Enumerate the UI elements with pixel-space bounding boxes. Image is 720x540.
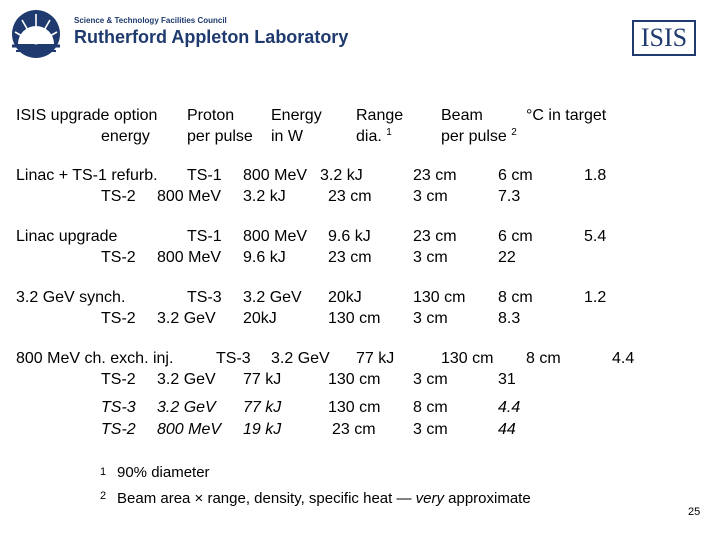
cell: 19 kJ bbox=[243, 421, 282, 438]
header-energy: Energy bbox=[271, 107, 322, 124]
cell: TS-2 bbox=[101, 421, 136, 438]
footnote-2-text: Beam area × range, density, specific heat — very approximate bbox=[117, 490, 531, 507]
row-option: Linac upgrade bbox=[16, 228, 118, 245]
cell: 6 cm bbox=[498, 167, 533, 184]
cell: 130 cm bbox=[328, 399, 381, 416]
stfc-sunburst-icon bbox=[12, 8, 62, 62]
cell: 8 cm bbox=[413, 399, 448, 416]
isis-logo: ISIS bbox=[632, 20, 696, 56]
cell: 22 bbox=[498, 249, 516, 266]
row-option: Linac + TS-1 refurb. bbox=[16, 167, 158, 184]
cell: 23 cm bbox=[328, 249, 372, 266]
header-beam-per-pulse: per pulse $^2$ bbox=[441, 127, 517, 145]
cell: 6 cm bbox=[498, 228, 533, 245]
cell: 3 cm bbox=[413, 310, 448, 327]
cell: 44 bbox=[498, 421, 516, 438]
cell: 31 bbox=[498, 371, 516, 388]
cell: TS-1 bbox=[187, 167, 222, 184]
header-proton: Proton bbox=[187, 107, 235, 124]
cell: 9.6 kJ bbox=[328, 228, 371, 245]
cell: 800 MeV bbox=[243, 167, 308, 184]
header-option: ISIS upgrade option bbox=[16, 107, 158, 124]
cell: TS-1 bbox=[187, 228, 222, 245]
cell: 130 cm bbox=[413, 289, 466, 306]
cell: TS-2 bbox=[101, 310, 136, 327]
cell: 77 kJ bbox=[243, 371, 282, 388]
cell: TS-2 bbox=[101, 249, 136, 266]
cell: 4.4 bbox=[612, 350, 635, 367]
cell: 1.2 bbox=[584, 289, 607, 306]
cell: 23 cm bbox=[328, 188, 372, 205]
page-number: 25 bbox=[688, 506, 701, 518]
cell: 800 MeV bbox=[157, 188, 222, 205]
cell: 3.2 kJ bbox=[243, 188, 286, 205]
cell: 800 MeV bbox=[243, 228, 308, 245]
footnote-2-mark: 2 bbox=[100, 490, 107, 502]
stfc-logo bbox=[12, 6, 349, 66]
cell: 8 cm bbox=[526, 350, 561, 367]
cell: 800 MeV bbox=[157, 421, 222, 438]
cell: 7.3 bbox=[498, 188, 521, 205]
header-dia: dia. $^1$ bbox=[356, 127, 392, 145]
cell: TS-2 bbox=[101, 188, 136, 205]
cell: 130 cm bbox=[328, 310, 381, 327]
cell: 77 kJ bbox=[356, 350, 395, 367]
cell: 20kJ bbox=[328, 289, 362, 306]
cell: 23 cm bbox=[413, 228, 457, 245]
cell: 3.2 GeV bbox=[243, 289, 302, 306]
header-range: Range bbox=[356, 107, 404, 124]
cell: 23 cm bbox=[332, 421, 376, 438]
cell: 130 cm bbox=[441, 350, 494, 367]
cell: TS-3 bbox=[101, 399, 136, 416]
cell: 3 cm bbox=[413, 249, 448, 266]
header-in-w: in W bbox=[271, 128, 303, 145]
header-beam: Beam bbox=[441, 107, 483, 124]
cell: 4.4 bbox=[498, 399, 521, 416]
footnote-1-mark: 1 bbox=[100, 466, 107, 478]
laboratory-name: Rutherford Appleton Laboratory bbox=[74, 27, 349, 47]
cell: 1.8 bbox=[584, 167, 607, 184]
header-per-pulse: per pulse bbox=[187, 128, 253, 145]
cell: 800 MeV bbox=[157, 249, 222, 266]
cell: 130 cm bbox=[328, 371, 381, 388]
cell: 3.2 GeV bbox=[157, 371, 216, 388]
cell: 9.6 kJ bbox=[243, 249, 286, 266]
cell: 77 kJ bbox=[243, 399, 282, 416]
cell: 3.2 GeV bbox=[157, 399, 216, 416]
council-name: Science & Technology Facilities Council bbox=[74, 16, 227, 25]
cell: 3 cm bbox=[413, 421, 448, 438]
header-energy-unit: energy bbox=[101, 128, 150, 145]
cell: 3.2 GeV bbox=[271, 350, 330, 367]
cell: 3.2 kJ bbox=[320, 167, 363, 184]
cell: 8 cm bbox=[498, 289, 533, 306]
cell: 20kJ bbox=[243, 310, 277, 327]
header-temp: °C in target bbox=[526, 107, 607, 124]
cell: 5.4 bbox=[584, 228, 607, 245]
cell: TS-2 bbox=[101, 371, 136, 388]
row-option: 800 MeV ch. exch. inj. bbox=[16, 350, 174, 367]
cell: TS-3 bbox=[187, 289, 222, 306]
row-option: 3.2 GeV synch. bbox=[16, 289, 126, 306]
footnote-1-text: 90% diameter bbox=[117, 464, 210, 481]
cell: 3.2 GeV bbox=[157, 310, 216, 327]
cell: 23 cm bbox=[413, 167, 457, 184]
cell: 8.3 bbox=[498, 310, 521, 327]
cell: 3 cm bbox=[413, 371, 448, 388]
cell: 3 cm bbox=[413, 188, 448, 205]
cell: TS-3 bbox=[216, 350, 251, 367]
